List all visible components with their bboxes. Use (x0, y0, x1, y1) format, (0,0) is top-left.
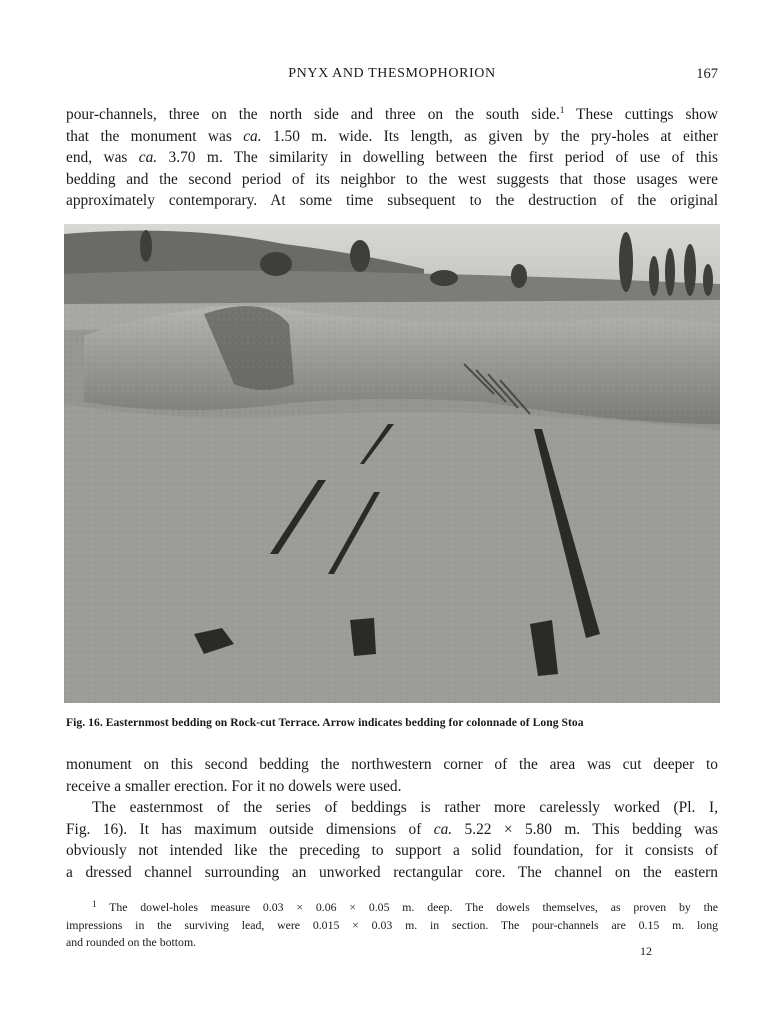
paragraph-3-line-2: Fig. 16). It has maximum outside dimensions of ca. 5.22 × 5.80 m. This bedding was (66, 820, 718, 838)
running-head (66, 66, 718, 86)
footnote-mark: 1 (92, 899, 97, 909)
rock-texture (64, 304, 720, 703)
footnote (66, 896, 718, 952)
paragraph-1-line-1: pour-channels, three on the north side and three on the south side.$^1$ These cuttings show (66, 105, 718, 123)
paragraph-1-line-3: end, was ca. 3.70 m. The similarity in dowelling between the first period of use of this (66, 149, 719, 166)
paragraph-1-line-4: bedding and the second period of its neighbor to the west suggests that those usages were (66, 170, 718, 188)
paragraph-2-line-2: receive a smaller erection. For it no dowels were used. (66, 777, 402, 795)
paragraph-3 (66, 797, 718, 883)
paragraph-1-line-2: that the monument was ca. 1.50 m. wide. Its length, as given by the pry-holes at either (66, 127, 718, 145)
paragraph-3-line-4: a dressed channel surrounding an unworked rectangular core. The channel on the eastern (66, 863, 718, 881)
paragraph-1 (66, 104, 718, 212)
paragraph-2-line-1: monument on this second bedding the northwestern corner of the area was cut deeper to (66, 756, 718, 773)
signature-mark: 12 (640, 944, 652, 958)
paragraph-3-line-3: obviously not intended like the preceding to support a solid foundation, for it consists of (66, 842, 718, 859)
footnote-line-3: and rounded on the bottom. (66, 935, 197, 950)
paragraph-1-line-5: approximately contemporary. At some time subsequent to the destruction of the original (66, 192, 718, 209)
figure-photograph (64, 224, 720, 703)
footnote-reference: 1 (559, 105, 565, 115)
paragraph-3-line-1: The easternmost of the series of beddings is rather more carelessly worked (Pl. I, (92, 799, 718, 816)
running-title: PNYX AND THESMOPHORION (288, 66, 496, 81)
footnote-line-1: $^1$ The dowel-holes measure 0.03 × 0.06 × 0.05 m. deep. The dowels themselves, as proven by the (92, 899, 718, 914)
figure-caption: Fig. 16. Easternmost bedding on Rock-cut Terrace. Arrow indicates bedding for colonnade of Long Stoa (66, 716, 584, 729)
page-number: 167 (696, 66, 718, 82)
paragraph-2 (66, 754, 718, 797)
rock-cut-terrace-photo (64, 224, 720, 703)
footnote-line-2: impressions in the surviving lead, were 0.015 × 0.03 m. in section. The pour-channels are 0.15 m. long (66, 917, 718, 932)
